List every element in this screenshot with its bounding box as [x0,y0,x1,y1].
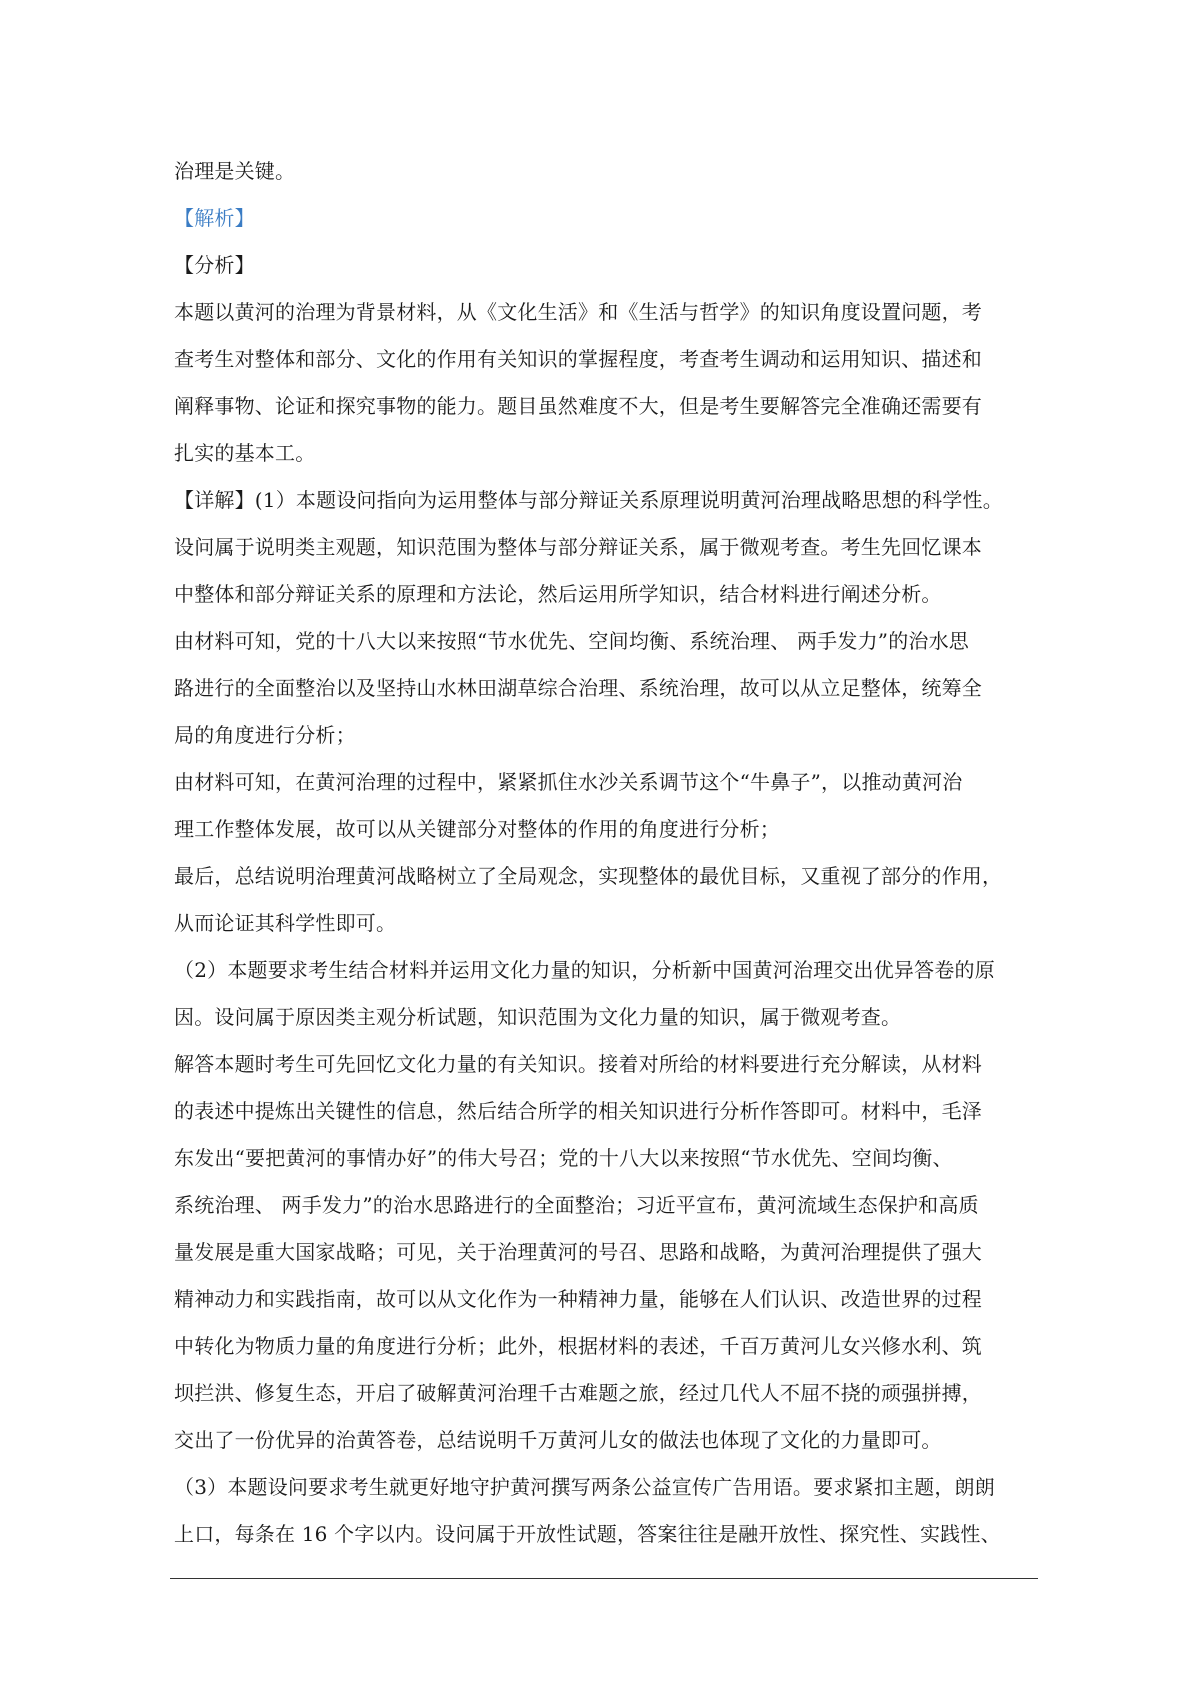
text-line: 本题以黄河的治理为背景材料，从《文化生活》和《生活与哲学》的知识角度设置问题，考 [174,300,982,324]
text-line: 路进行的全面整治以及坚持山水林田湖草综合治理、系统治理，故可以从立足整体，统筹全 [174,676,982,700]
text-line: 的表述中提炼出关键性的信息，然后结合所学的相关知识进行分析作答即可。材料中，毛泽 [174,1099,982,1123]
text-line: 东发出“要把黄河的事情办好”的伟大号召；党的十八大以来按照“节水优先、空间均衡、 [174,1146,953,1170]
text-line: 从而论证其科学性即可。 [174,911,397,935]
section-heading-fenxi: 【分析】 [174,253,255,277]
text-line: 由材料可知，在黄河治理的过程中，紧紧抓住水沙关系调节这个“牛鼻子”，以推动黄河治 [174,770,963,794]
question-3-heading: （3）本题设问要求考生就更好地守护黄河撰写两条公益宣传广告用语。要求紧扣主题，朗朗 [174,1475,995,1499]
section-tag-analysis: 【解析】 [174,206,255,230]
text-line: 量发展是重大国家战略；可见，关于治理黄河的号召、思路和战略，为黄河治理提供了强大 [174,1240,982,1264]
text-line: 由材料可知，党的十八大以来按照“节水优先、空间均衡、系统治理、 两手发力”的治水思 [174,629,970,653]
document-body [174,148,1034,1558]
text-line: 扎实的基本工。 [174,441,316,465]
text-line: 查考生对整体和部分、文化的作用有关知识的掌握程度，考查考生调动和运用知识、描述和 [174,347,982,371]
text-line: 中转化为物质力量的角度进行分析；此外，根据材料的表述，千百万黄河儿女兴修水利、筑 [174,1334,982,1358]
text-line: 阐释事物、论证和探究事物的能力。题目虽然难度不大，但是考生要解答完全准确还需要有 [174,394,982,418]
section-heading-xiangjie: 【详解】(1）本题设问指向为运用整体与部分辩证关系原理说明黄河治理战略思想的科学性。 [174,488,1003,512]
text-line: 局的角度进行分析； [174,723,356,747]
text-line: 交出了一份优异的治黄答卷，总结说明千万黄河儿女的做法也体现了文化的力量即可。 [174,1428,942,1452]
text-line: 精神动力和实践指南，故可以从文化作为一种精神力量，能够在人们认识、改造世界的过程 [174,1287,982,1311]
text-line: 解答本题时考生可先回忆文化力量的有关知识。接着对所给的材料要进行充分解读，从材料 [174,1052,982,1076]
text-line: 因。设问属于原因类主观分析试题，知识范围为文化力量的知识，属于微观考查。 [174,1005,902,1029]
text-line: 治理是关键。 [174,159,296,183]
text-line: 坝拦洪、修复生态，开启了破解黄河治理千古难题之旅，经过几代人不屈不挠的顽强拼搏， [174,1381,982,1405]
text-line: 上口，每条在 16 个字以内。设问属于开放性试题，答案往往是融开放性、探究性、实践性、 [174,1522,1001,1546]
question-2-heading: （2）本题要求考生结合材料并运用文化力量的知识，分析新中国黄河治理交出优异答卷的原 [174,958,995,982]
footer-divider [170,1578,1038,1579]
text-line: 中整体和部分辩证关系的原理和方法论，然后运用所学知识，结合材料进行阐述分析。 [174,582,942,606]
text-line: 系统治理、 两手发力”的治水思路进行的全面整治；习近平宣布，黄河流域生态保护和高质 [174,1193,979,1217]
text-line: 理工作整体发展，故可以从关键部分对整体的作用的角度进行分析； [174,817,780,841]
text-line: 最后，总结说明治理黄河战略树立了全局观念，实现整体的最优目标，又重视了部分的作用， [174,864,1003,888]
text-line: 设问属于说明类主观题，知识范围为整体与部分辩证关系，属于微观考查。考生先回忆课本 [174,535,982,559]
